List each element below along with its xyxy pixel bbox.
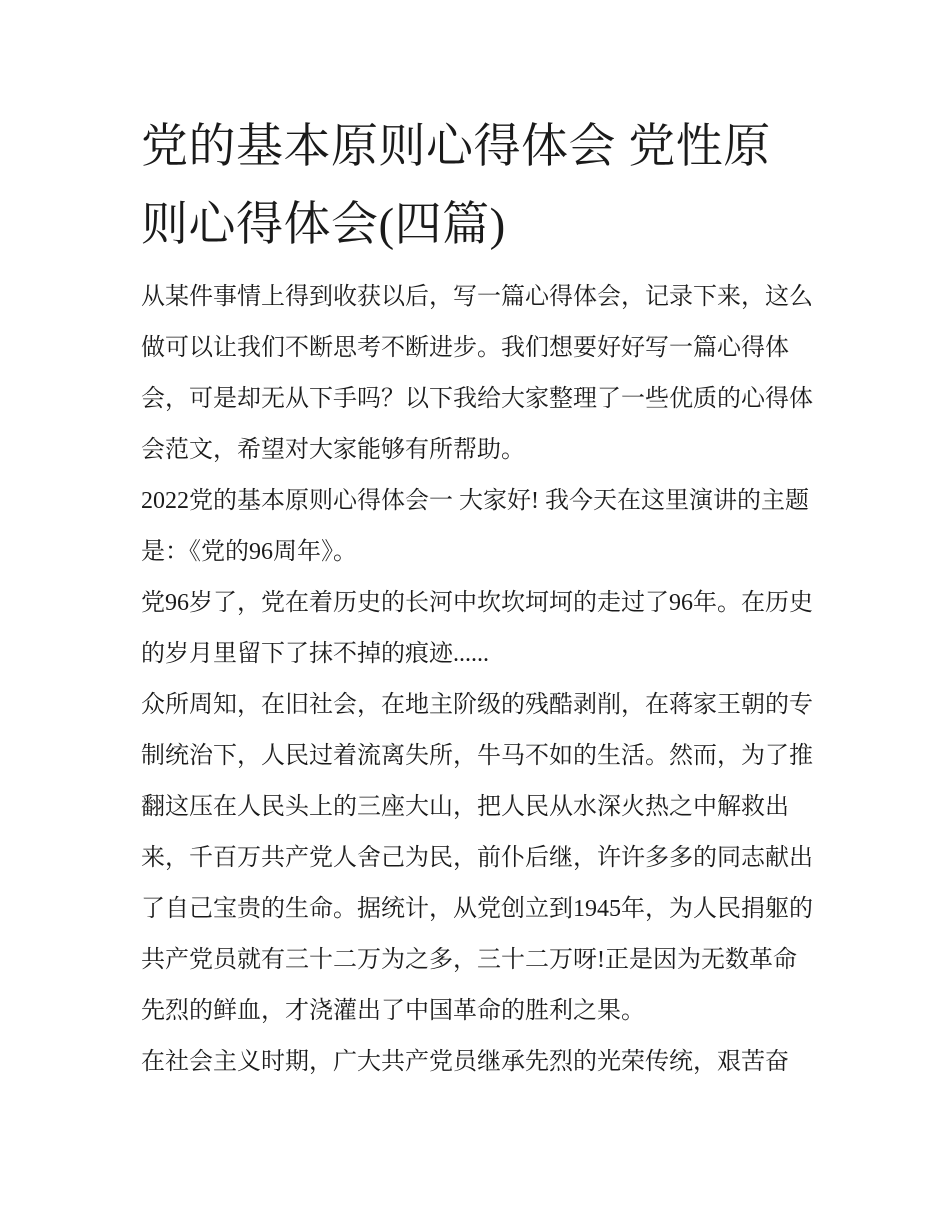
party-age-paragraph: 党96岁了，党在着历史的长河中坎坎坷坷的走过了96年。在历史的岁月里留下了抹不掉的痕迹......	[141, 590, 813, 667]
document-body	[141, 108, 813, 1088]
history-paragraph: 众所周知，在旧社会，在地主阶级的残酷剥削，在蒋家王朝的专制统治下，人民过着流离失所，牛马不如的生活。然而，为了推翻这压在人民头上的三座大山，把人民从水深火热之中解救出来，千百万共产党人舍己为民，前仆后继，许许多多的同志献出了自己宝贵的生命。据统计，从党创立到1945年，为人民捐躯的共产党员就有三十二万为之多，三十二万呀!正是因为无数革命先烈的鲜血，才浇灌出了中国革命的胜利之果。	[141, 692, 813, 1024]
socialist-period-paragraph: 在社会主义时期，广大共产党员继承先烈的光荣传统，艰苦奋	[141, 1049, 789, 1075]
speech-opening-paragraph: 2022党的基本原则心得体会一 大家好! 我今天在这里演讲的主题是：《党的96周年》。	[141, 488, 809, 565]
document-title: 党的基本原则心得体会 党性原则心得体会(四篇)	[141, 121, 771, 251]
intro-paragraph: 从某件事情上得到收获以后，写一篇心得体会，记录下来，这么做可以让我们不断思考不断进步。我们想要好好写一篇心得体会，可是却无从下手吗？以下我给大家整理了一些优质的心得体会范文，希望对大家能够有所帮助。	[141, 284, 813, 463]
